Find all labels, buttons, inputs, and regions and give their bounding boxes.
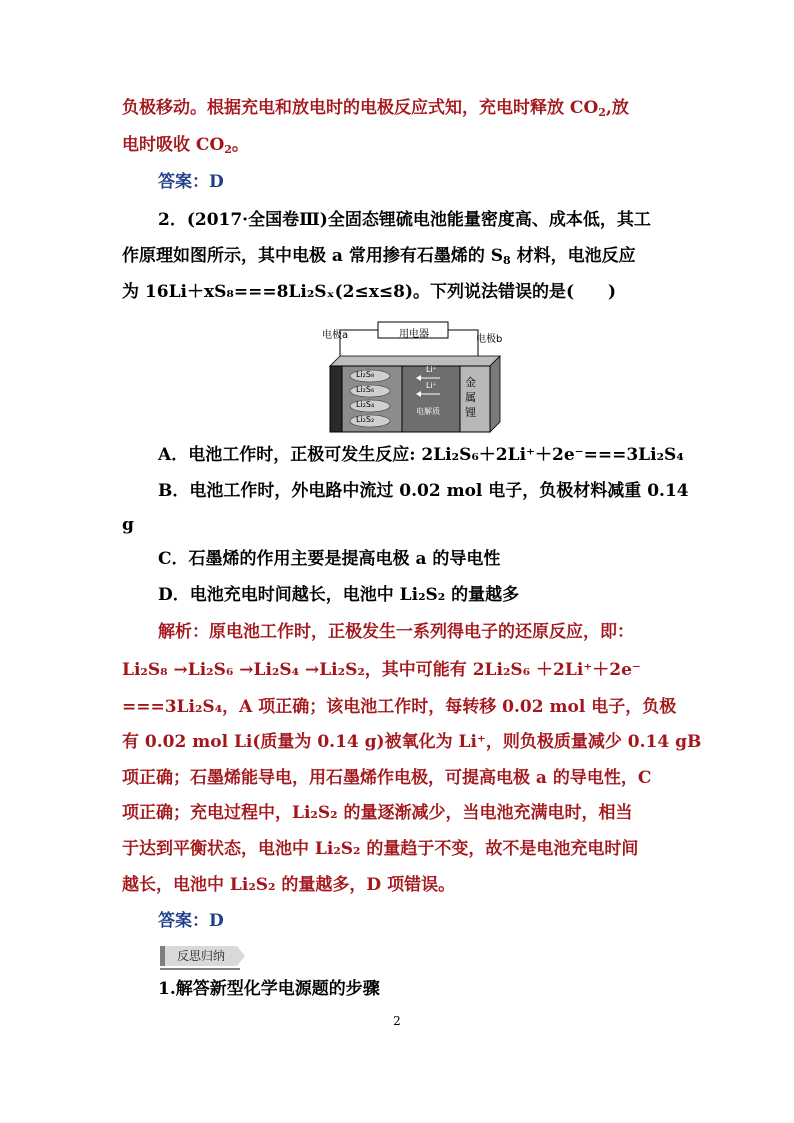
explanation-line-5: 项正确；石墨烯能导电，用石墨烯作电极，可提高电极 a 的导电性，C — [122, 768, 652, 788]
explanation-continued-line-1: 负极移动。根据充电和放电时的电极反应式知，充电时释放 $CO_2$,放 — [122, 98, 629, 119]
question-2-line-3: 为 16Li＋xS₈===8Li₂Sₓ(2≤x≤8)。下列说法错误的是( ) — [122, 282, 617, 302]
question-2-line-1: 2．(2017·全国卷Ⅲ)全固态锂硫电池能量密度高、成本低，其工 — [158, 210, 651, 230]
option-b-line-2: g — [122, 515, 134, 535]
lithium-label: 属 — [465, 391, 476, 404]
lithium-label: 金 — [465, 376, 476, 389]
option-b-line-1: B．电池工作时，外电路中流过 0.02 mol 电子，负极材料减重 0.14 — [158, 481, 689, 501]
electrode-a-label: 电极a — [322, 330, 349, 341]
ion-label: Li⁺ — [426, 365, 437, 374]
electrode-b-label: 电极b — [476, 334, 503, 345]
explanation-line-7: 于达到平衡状态，电池中 Li₂S₂ 的量趋于不变，故不是电池充电时间 — [122, 839, 639, 859]
species-label: Li₂S₄ — [356, 400, 375, 409]
page-number: 2 — [393, 1014, 401, 1028]
option-c: C．石墨烯的作用主要是提高电极 a 的导电性 — [158, 549, 501, 569]
battery-diagram — [318, 318, 504, 436]
explanation-line-3: ===3Li₂S₄，A 项正确；该电池工作时，每转移 0.02 mol 电子，负极 — [122, 697, 677, 717]
explanation-line-6: 项正确；充电过程中，Li₂S₂ 的量逐渐减少，当电池充满电时，相当 — [122, 803, 633, 823]
species-label: Li₂S₈ — [356, 370, 375, 379]
explanation-line-1: 解析：原电池工作时，正极发生一系列得电子的还原反应，即： — [158, 622, 634, 642]
question-2-line-2: 作原理如图所示，其中电极 a 常用掺有石墨烯的 $S_8$ 材料，电池反应 — [122, 246, 636, 267]
lithium-label: 锂 — [465, 406, 476, 419]
explanation-line-8: 越长，电池中 Li₂S₂ 的量越多，D 项错误。 — [122, 875, 456, 895]
explanation-continued-line-2: 电时吸收 $CO_2$。 — [122, 135, 249, 156]
explanation-line-4: 有 0.02 mol Li(质量为 0.14 g)被氧化为 Li⁺，则负极质量减少 0.14 gB — [122, 732, 702, 752]
reflection-tag: 反思归纳 — [160, 946, 237, 966]
option-a: A．电池工作时，正极可发生反应: 2Li₂S₆＋2Li⁺＋2e⁻===3Li₂S₄ — [158, 445, 684, 465]
species-label: Li₂S₂ — [356, 415, 375, 424]
load-label: 用电器 — [399, 329, 429, 340]
answer-1: 答案：D — [158, 172, 224, 192]
section-heading: 1.解答新型化学电源题的步骤 — [158, 979, 380, 999]
explanation-line-2: Li₂S₈ →Li₂S₆ →Li₂S₄ →Li₂S₂，其中可能有 2Li₂S₆ ＋2Li⁺＋2e⁻ — [122, 660, 641, 680]
tag-underline — [160, 968, 240, 970]
electrolyte-label: 电解质 — [416, 407, 440, 416]
option-d: D．电池充电时间越长，电池中 Li₂S₂ 的量越多 — [158, 585, 520, 605]
species-label: Li₂S₆ — [356, 385, 375, 394]
answer-2: 答案：D — [158, 911, 224, 931]
ion-label: Li⁺ — [426, 381, 437, 390]
